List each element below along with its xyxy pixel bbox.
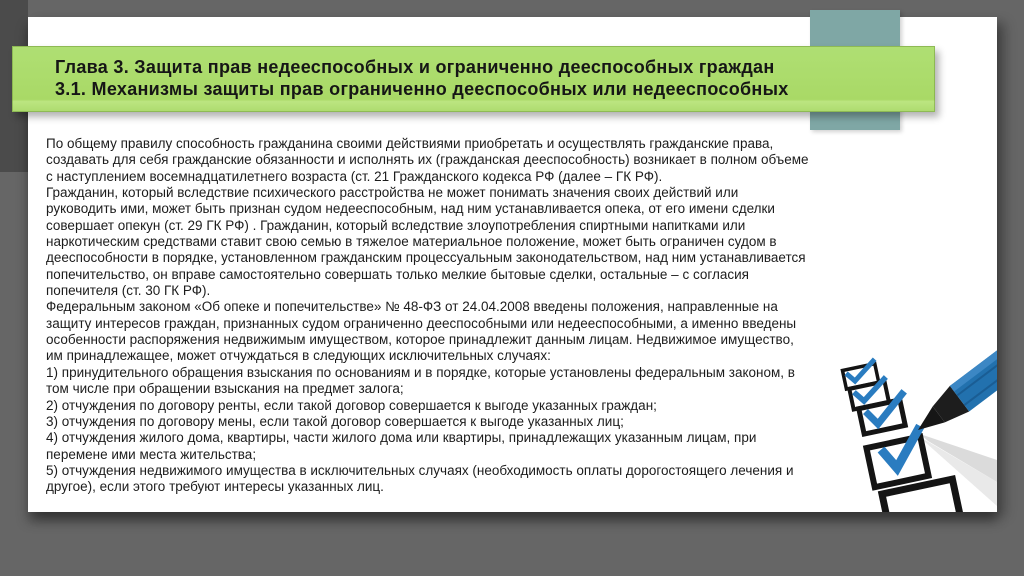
body-text-line: им принадлежащее, может отчуждаться в следующих исключительных случаях: <box>46 348 551 364</box>
body-text-line: 4) отчуждения жилого дома, квартиры, части жилого дома или квартиры, принадлежащих указанным лицам, при <box>46 430 757 446</box>
slide-body-text <box>46 136 891 496</box>
body-text-line: другое), если этого требуют интересы указанных лиц. <box>46 479 384 495</box>
slide-title-line-1: Глава 3. Защита прав недееспособных и ограниченно дееспособных граждан <box>55 57 775 77</box>
pen-icon <box>908 335 997 443</box>
body-text-line: защиту интересов граждан, признанных судом ограниченно дееспособными или недееспособными, а именно введены <box>46 315 797 331</box>
body-text-line: По общему правилу способность гражданина своими действиями приобретать и осуществлять гражданские права, <box>46 136 774 151</box>
body-text-line: 5) отчуждения недвижимого имущества в исключительных случаях (необходимость оплаты дорогостоящего лечения и <box>46 462 794 478</box>
body-text-line: Федеральным законом «Об опеке и попечительстве» № 48-ФЗ от 24.04.2008 введены положения, направленные на <box>46 299 778 315</box>
body-text-line: создавать для себя гражданские обязанности и исполнять их (гражданская дееспособность) возникает в полном объеме <box>46 152 809 168</box>
body-text-line: совершает опекун (ст. 29 ГК РФ) . Гражданин, который вследствие злоупотребления спиртными напитками или <box>46 217 746 233</box>
body-text-line: попечительство, он вправе самостоятельно совершать только мелкие бытовые сделки, остальные – с согласия <box>46 266 749 282</box>
body-text-line: особенности распоряжения недвижимым имуществом, которое принадлежит данным лицам. Недвижимое имущество, <box>46 332 794 348</box>
body-text-line: 1) принудительного обращения взыскания по основаниям и в порядке, которые установлены федеральным законом, в <box>46 364 795 380</box>
body-text-line: том числе при обращении взыскания на предмет залога; <box>46 381 404 397</box>
body-text-line: дееспособности в порядке, установленном гражданским процессуальным законодательством, над ним устанавливается <box>46 250 806 266</box>
slide-title-line-2: 3.1. Механизмы защиты прав ограниченно дееспособных или недееспособных <box>55 79 789 99</box>
body-text-line: наркотическим средствами ставит свою семью в тяжелое материальное положение, может быть ограничен судом в <box>46 234 777 250</box>
slide-title <box>13 47 934 100</box>
body-text-line: руководить ими, может быть признан судом недееспособным, над ним устанавливается опека, от его имени сделки <box>46 201 775 217</box>
body-text-line: попечителя (ст. 30 ГК РФ). <box>46 283 211 299</box>
body-text-line: 3) отчуждения по договору мены, если такой договор совершается к выгоде указанных лиц; <box>46 413 624 429</box>
title-banner <box>12 46 935 112</box>
body-text-line: 2) отчуждения по договору ренты, если такой договор совершается к выгоде указанных граждан; <box>46 397 657 413</box>
body-text-line: перемене ими места жительства; <box>46 446 257 462</box>
body-text-line: с наступлением восемнадцатилетнего возраста (ст. 21 Гражданского кодекса РФ (далее – ГК РФ). <box>46 168 663 184</box>
body-text-line: Гражданин, который вследствие психического расстройства не может понимать значения своих действий или <box>46 185 739 201</box>
